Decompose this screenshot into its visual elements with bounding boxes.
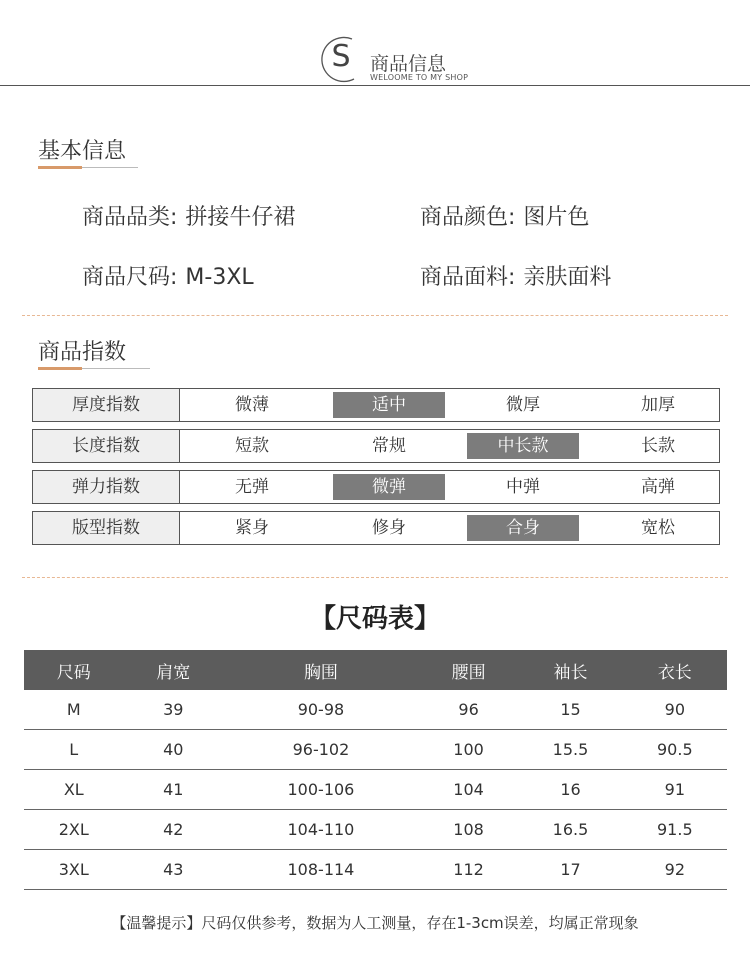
header-title: 商品信息: [370, 53, 447, 75]
info-value: 拼接牛仔裙: [185, 205, 296, 230]
info-value: 亲肤面料: [523, 265, 612, 290]
table-cell: 108-114: [223, 850, 419, 890]
table-row: [24, 690, 727, 730]
table-cell: 91: [623, 770, 727, 810]
info-label: 商品尺码:: [82, 265, 178, 290]
table-cell: 100: [419, 730, 519, 770]
index-row-label: 长度指数: [33, 430, 180, 462]
index-row: [32, 388, 720, 422]
index-row-label: 厚度指数: [33, 389, 180, 421]
table-cell: 17: [518, 850, 622, 890]
table-cell: 104-110: [223, 810, 419, 850]
size-column-header: 肩宽: [124, 650, 224, 690]
table-cell: 90-98: [223, 690, 419, 730]
table-row: [24, 850, 727, 890]
index-option-selected: 微弹: [333, 474, 445, 500]
size-note: 【温馨提示】尺码仅供参考，数据为人工测量，存在1-3cm误差，均属正常现象: [111, 914, 639, 932]
index-option-selected: 合身: [467, 515, 579, 541]
table-cell: 39: [124, 690, 224, 730]
index-heading: 商品指数: [38, 340, 127, 365]
table-cell: 41: [124, 770, 224, 810]
table-cell: 43: [124, 850, 224, 890]
index-option: 宽松: [641, 518, 675, 538]
index-option: 长款: [641, 436, 675, 456]
info-value: 图片色: [523, 205, 590, 230]
size-table: [24, 650, 727, 890]
table-cell: 92: [623, 850, 727, 890]
table-row: [24, 810, 727, 850]
logo-letter: S: [331, 39, 351, 74]
table-cell: 108: [419, 810, 519, 850]
info-color: [420, 200, 589, 231]
index-option: 微厚: [506, 395, 540, 415]
index-option: 高弹: [641, 477, 675, 497]
basic-info-heading: 基本信息: [38, 139, 127, 164]
index-option: 修身: [372, 518, 406, 538]
index-option-selected: 中长款: [467, 433, 579, 459]
table-cell: 90.5: [623, 730, 727, 770]
index-option: 短款: [235, 436, 269, 456]
info-label: 商品品类:: [82, 205, 178, 230]
table-cell: 96-102: [223, 730, 419, 770]
table-cell: L: [24, 730, 124, 770]
table-cell: M: [24, 690, 124, 730]
size-table-body: [24, 690, 727, 890]
index-option: 加厚: [641, 395, 675, 415]
table-cell: 40: [124, 730, 224, 770]
table-cell: 3XL: [24, 850, 124, 890]
index-row: [32, 470, 720, 504]
table-cell: 42: [124, 810, 224, 850]
table-cell: 16: [518, 770, 622, 810]
table-cell: 15: [518, 690, 622, 730]
index-row-label: 弹力指数: [33, 471, 180, 503]
index-option: 微薄: [235, 395, 269, 415]
table-cell: 91.5: [623, 810, 727, 850]
header-subtitle: WELOOME TO MY SHOP: [370, 73, 469, 82]
table-cell: 100-106: [223, 770, 419, 810]
table-row: [24, 730, 727, 770]
info-category: [82, 200, 295, 231]
info-fabric: [420, 260, 611, 291]
info-label: 商品面料:: [420, 265, 516, 290]
basic-info-accent: [38, 166, 82, 169]
index-row: [32, 429, 720, 463]
size-column-header: 腰围: [419, 650, 519, 690]
size-column-header: 衣长: [623, 650, 727, 690]
info-size: [82, 260, 254, 291]
index-option: 常规: [372, 436, 406, 456]
size-table-header: [24, 650, 727, 690]
table-cell: XL: [24, 770, 124, 810]
table-cell: 15.5: [518, 730, 622, 770]
table-cell: 104: [419, 770, 519, 810]
index-option: 紧身: [235, 518, 269, 538]
section-divider: [22, 315, 728, 316]
table-row: [24, 770, 727, 810]
index-option-selected: 适中: [333, 392, 445, 418]
index-option: 无弹: [235, 477, 269, 497]
table-cell: 2XL: [24, 810, 124, 850]
info-label: 商品颜色:: [420, 205, 516, 230]
shop-logo-icon: [318, 33, 364, 85]
page-header: [0, 0, 750, 90]
table-cell: 112: [419, 850, 519, 890]
size-column-header: 袖长: [518, 650, 622, 690]
index-accent: [38, 367, 82, 370]
size-column-header: 胸围: [223, 650, 419, 690]
size-chart-title: 【尺码表】: [309, 604, 440, 634]
section-divider: [22, 577, 728, 578]
size-column-header: 尺码: [24, 650, 124, 690]
header-divider: [0, 85, 750, 86]
table-cell: 96: [419, 690, 519, 730]
table-cell: 90: [623, 690, 727, 730]
index-option: 中弹: [506, 477, 540, 497]
index-row: [32, 511, 720, 545]
info-value: M-3XL: [185, 265, 254, 290]
index-row-label: 版型指数: [33, 512, 180, 544]
table-cell: 16.5: [518, 810, 622, 850]
